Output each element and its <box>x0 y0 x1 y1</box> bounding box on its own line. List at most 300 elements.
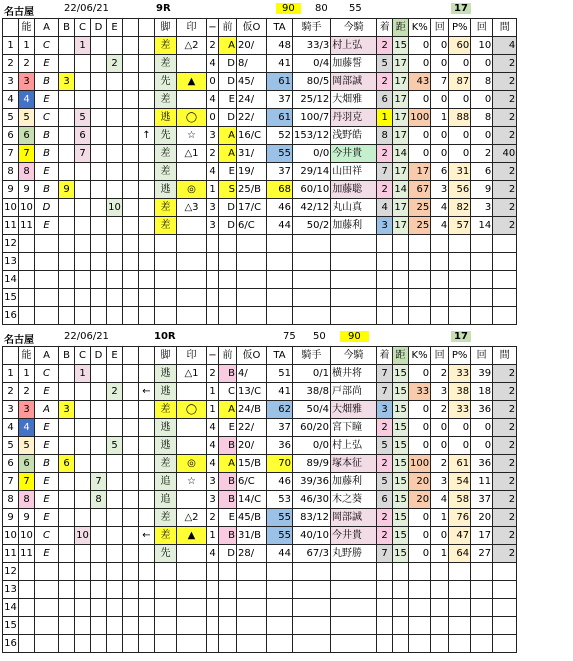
cell-d <box>107 581 123 599</box>
cell-style <box>155 271 177 289</box>
cell-p-pct <box>449 563 471 581</box>
cell-k-pct: 0 <box>409 145 431 163</box>
cell-p-count: 18 <box>471 383 493 401</box>
cell-row: 7 <box>3 145 19 163</box>
cell-arrow <box>139 109 155 127</box>
cell-rank: E <box>35 509 59 527</box>
cell-k-count: 2 <box>431 455 449 473</box>
cell-row: 16 <box>3 635 19 653</box>
cell-finish: 6 <box>377 491 393 509</box>
cell-no <box>19 235 35 253</box>
col-header-finish: 着 <box>377 347 393 365</box>
cell-ta: 48 <box>267 37 293 55</box>
cell-front: D <box>219 73 237 91</box>
cell-ta: 55 <box>267 509 293 527</box>
cell-finish <box>377 289 393 307</box>
cell-no <box>19 581 35 599</box>
cell-jockey: 浅野皓 <box>331 127 377 145</box>
cell-p-count <box>471 289 493 307</box>
cell-k-pct: 0 <box>409 55 431 73</box>
cell-dash <box>207 253 219 271</box>
table-row <box>3 383 517 401</box>
cell-a <box>59 635 75 653</box>
cell-front: B <box>219 527 237 545</box>
cell-mark <box>177 599 207 617</box>
cell-arrow <box>139 307 155 325</box>
col-header-no: 能 <box>19 347 35 365</box>
cell-finish: 7 <box>377 365 393 383</box>
col-header-p-pct: P% <box>449 19 471 37</box>
cell-kari: 22/ <box>237 109 267 127</box>
cell-style <box>155 235 177 253</box>
cell-a: 3 <box>59 73 75 91</box>
cell-dist: 15 <box>393 455 409 473</box>
cell-p-count: 8 <box>471 73 493 91</box>
date: 22/06/21 <box>64 331 109 342</box>
cell-a <box>59 491 75 509</box>
cell-b: 1 <box>75 365 91 383</box>
cell-jockey: 加藤誓 <box>331 55 377 73</box>
cell-dash: 2 <box>207 509 219 527</box>
cell-k-pct: 0 <box>409 127 431 145</box>
cell-kari: 4/ <box>237 365 267 383</box>
cell-dash: 4 <box>207 455 219 473</box>
cell-dash <box>207 635 219 653</box>
cell-finish <box>377 307 393 325</box>
cell-style <box>155 635 177 653</box>
ta-low: 55 <box>349 3 362 14</box>
cell-c <box>91 527 107 545</box>
col-header-kari: 仮O <box>237 19 267 37</box>
cell-b <box>75 509 91 527</box>
cell-ta: 44 <box>267 545 293 563</box>
cell-k-count: 3 <box>431 383 449 401</box>
cell-ta: 37 <box>267 419 293 437</box>
cell-b <box>75 199 91 217</box>
cell-no: 10 <box>19 527 35 545</box>
cell-front: D <box>219 217 237 235</box>
cell-k-count: 0 <box>431 527 449 545</box>
col-header-d: E <box>107 19 123 37</box>
cell-k-pct <box>409 635 431 653</box>
cell-dash: 4 <box>207 55 219 73</box>
cell-finish: 2 <box>377 419 393 437</box>
cell-arrow <box>139 491 155 509</box>
cell-a: 6 <box>59 455 75 473</box>
cell-p-count: 0 <box>471 127 493 145</box>
cell-kari <box>237 599 267 617</box>
cell-rank: B <box>35 127 59 145</box>
cell-b <box>75 55 91 73</box>
cell-arrow <box>139 217 155 235</box>
cell-k-count: 3 <box>431 181 449 199</box>
col-header-p-count: 回 <box>471 347 493 365</box>
cell-p-pct: 64 <box>449 545 471 563</box>
cell-dist: 14 <box>393 145 409 163</box>
col-header-k-count: 回 <box>431 19 449 37</box>
cell-mark: △2 <box>177 509 207 527</box>
cell-a <box>59 235 75 253</box>
cell-front: B <box>219 437 237 455</box>
cell-p-pct <box>449 581 471 599</box>
cell-e <box>123 545 139 563</box>
cell-mark <box>177 617 207 635</box>
cell-rank: E <box>35 491 59 509</box>
cell-d <box>107 491 123 509</box>
cell-k-pct: 0 <box>409 545 431 563</box>
cell-a <box>59 509 75 527</box>
cell-front: D <box>219 55 237 73</box>
cell-c <box>91 617 107 635</box>
cell-dash: 3 <box>207 491 219 509</box>
cell-arrow <box>139 599 155 617</box>
cell-jockey-stat <box>293 599 331 617</box>
cell-front: A <box>219 401 237 419</box>
cell-d <box>107 253 123 271</box>
cell-no: 9 <box>19 509 35 527</box>
col-header-c: D <box>91 347 107 365</box>
col-header-row <box>3 19 19 37</box>
cell-k-count: 2 <box>431 401 449 419</box>
ta-mid: 50 <box>313 331 326 342</box>
cell-interval: 2 <box>493 455 517 473</box>
cell-a: 3 <box>59 401 75 419</box>
col-header-jockey-stat: 騎手 <box>293 19 331 37</box>
cell-d <box>107 163 123 181</box>
cell-rank: C <box>35 109 59 127</box>
cell-e <box>123 199 139 217</box>
cell-c <box>91 545 107 563</box>
cell-row: 1 <box>3 365 19 383</box>
cell-dash <box>207 581 219 599</box>
cell-no: 10 <box>19 199 35 217</box>
cell-arrow <box>139 635 155 653</box>
cell-p-count: 6 <box>471 163 493 181</box>
cell-jockey-stat <box>293 289 331 307</box>
cell-a <box>59 599 75 617</box>
cell-c <box>91 437 107 455</box>
cell-b <box>75 235 91 253</box>
cell-e <box>123 55 139 73</box>
cell-interval: 2 <box>493 437 517 455</box>
cell-c <box>91 127 107 145</box>
cell-finish: 2 <box>377 37 393 55</box>
cell-dash: 2 <box>207 37 219 55</box>
col-header-kari: 仮O <box>237 347 267 365</box>
cell-c <box>91 73 107 91</box>
cell-mark: ☆ <box>177 473 207 491</box>
cell-front <box>219 599 237 617</box>
table-row <box>3 635 517 653</box>
cell-jockey-stat: 29/14 <box>293 163 331 181</box>
cell-ta: 36 <box>267 437 293 455</box>
header-row <box>3 347 517 365</box>
cell-dash <box>207 235 219 253</box>
cell-p-pct: 47 <box>449 527 471 545</box>
cell-d <box>107 37 123 55</box>
cell-b <box>75 473 91 491</box>
cell-p-count: 27 <box>471 545 493 563</box>
cell-jockey <box>331 581 377 599</box>
cell-c <box>91 109 107 127</box>
cell-mark <box>177 163 207 181</box>
cell-k-count: 1 <box>431 509 449 527</box>
cell-k-count: 4 <box>431 217 449 235</box>
cell-front <box>219 307 237 325</box>
cell-front: C <box>219 383 237 401</box>
cell-arrow <box>139 235 155 253</box>
cell-a <box>59 365 75 383</box>
cell-front <box>219 563 237 581</box>
cell-dist: 15 <box>393 37 409 55</box>
cell-e <box>123 217 139 235</box>
table-row <box>3 509 517 527</box>
col-header-ta: TA <box>267 347 293 365</box>
table-row <box>3 437 517 455</box>
cell-front: B <box>219 491 237 509</box>
cell-rank <box>35 635 59 653</box>
cell-kari: 15/B <box>237 455 267 473</box>
cell-mark: ▲ <box>177 527 207 545</box>
cell-jockey: 横井将 <box>331 365 377 383</box>
cell-c <box>91 217 107 235</box>
cell-no <box>19 253 35 271</box>
cell-row: 13 <box>3 581 19 599</box>
cell-e <box>123 253 139 271</box>
cell-arrow <box>139 401 155 419</box>
cell-k-pct <box>409 617 431 635</box>
cell-rank: D <box>35 199 59 217</box>
cell-jockey <box>331 289 377 307</box>
cell-style: 差 <box>155 401 177 419</box>
cell-jockey: 大畑雅 <box>331 91 377 109</box>
cell-arrow <box>139 419 155 437</box>
cell-style: 差 <box>155 199 177 217</box>
cell-arrow: ← <box>139 527 155 545</box>
cell-p-pct: 0 <box>449 437 471 455</box>
cell-p-pct: 61 <box>449 455 471 473</box>
cell-k-count <box>431 289 449 307</box>
cell-kari: 28/ <box>237 545 267 563</box>
cell-row: 6 <box>3 455 19 473</box>
cell-k-pct: 17 <box>409 163 431 181</box>
col-header-b: C <box>75 347 91 365</box>
cell-d <box>107 271 123 289</box>
cell-c <box>91 401 107 419</box>
cell-finish: 7 <box>377 545 393 563</box>
cell-d <box>107 419 123 437</box>
cell-finish: 2 <box>377 527 393 545</box>
cell-e <box>123 37 139 55</box>
cell-ta: 61 <box>267 73 293 91</box>
table-row <box>3 235 517 253</box>
cell-a <box>59 145 75 163</box>
cell-jockey-stat: 50/4 <box>293 401 331 419</box>
cell-k-count <box>431 235 449 253</box>
cell-arrow <box>139 509 155 527</box>
cell-b <box>75 455 91 473</box>
cell-e <box>123 527 139 545</box>
cell-interval <box>493 635 517 653</box>
cell-a <box>59 55 75 73</box>
cell-front <box>219 271 237 289</box>
cell-p-pct <box>449 235 471 253</box>
cell-finish <box>377 253 393 271</box>
cell-front: B <box>219 365 237 383</box>
col-header-e <box>123 347 139 365</box>
cell-row: 12 <box>3 563 19 581</box>
cell-p-pct: 88 <box>449 109 471 127</box>
cell-ta <box>267 271 293 289</box>
cell-k-count: 0 <box>431 145 449 163</box>
table-row <box>3 217 517 235</box>
cell-interval <box>493 253 517 271</box>
cell-finish: 2 <box>377 455 393 473</box>
race-10r-block <box>0 328 573 649</box>
cell-mark: △3 <box>177 199 207 217</box>
cell-ta <box>267 307 293 325</box>
cell-p-pct: 0 <box>449 127 471 145</box>
cell-front: D <box>219 545 237 563</box>
cell-k-pct: 0 <box>409 401 431 419</box>
cell-row: 10 <box>3 199 19 217</box>
cell-rank: E <box>35 55 59 73</box>
cell-finish: 6 <box>377 91 393 109</box>
cell-style: 差 <box>155 509 177 527</box>
cell-front <box>219 235 237 253</box>
cell-jockey: 岡部誠 <box>331 73 377 91</box>
race-10r-header <box>0 328 573 346</box>
cell-dash <box>207 289 219 307</box>
cell-e <box>123 617 139 635</box>
cell-style: 逃 <box>155 383 177 401</box>
cell-ta: 55 <box>267 527 293 545</box>
cell-rank: C <box>35 365 59 383</box>
cell-dist: 15 <box>393 401 409 419</box>
cell-interval <box>493 307 517 325</box>
cell-b: 7 <box>75 145 91 163</box>
cell-row: 4 <box>3 91 19 109</box>
cell-c <box>91 199 107 217</box>
cell-e <box>123 181 139 199</box>
cell-ta: 55 <box>267 145 293 163</box>
cell-b <box>75 217 91 235</box>
cell-no: 11 <box>19 545 35 563</box>
cell-kari <box>237 307 267 325</box>
cell-k-pct: 0 <box>409 91 431 109</box>
col-header-style: 脚 <box>155 19 177 37</box>
col-header-dist: 距 <box>393 347 409 365</box>
cell-rank <box>35 581 59 599</box>
cell-k-count: 1 <box>431 109 449 127</box>
cell-jockey-stat <box>293 271 331 289</box>
cell-k-count <box>431 563 449 581</box>
cell-a <box>59 163 75 181</box>
cell-d <box>107 563 123 581</box>
cell-k-pct: 0 <box>409 37 431 55</box>
cell-dash: 4 <box>207 545 219 563</box>
col-header-a: B <box>59 19 75 37</box>
table-row <box>3 109 517 127</box>
cell-dash: 3 <box>207 127 219 145</box>
cell-a <box>59 527 75 545</box>
cell-d <box>107 455 123 473</box>
cell-a <box>59 199 75 217</box>
cell-interval: 2 <box>493 55 517 73</box>
ta-low: 75 <box>283 331 296 342</box>
cell-style <box>155 563 177 581</box>
cell-dist: 15 <box>393 437 409 455</box>
cell-c <box>91 253 107 271</box>
cell-ta <box>267 635 293 653</box>
cell-jockey: 木之葵 <box>331 491 377 509</box>
cell-jockey-stat: 153/12 <box>293 127 331 145</box>
table-row <box>3 545 517 563</box>
cell-jockey: 宮下瞳 <box>331 419 377 437</box>
cell-dash <box>207 307 219 325</box>
col-header-k-pct: K% <box>409 347 431 365</box>
cell-no: 6 <box>19 127 35 145</box>
cell-rank <box>35 563 59 581</box>
cell-b <box>75 163 91 181</box>
col-header-interval: 間 <box>493 19 517 37</box>
cell-p-count <box>471 235 493 253</box>
cell-row: 2 <box>3 55 19 73</box>
cell-p-count <box>471 271 493 289</box>
cell-a <box>59 563 75 581</box>
cell-dist <box>393 307 409 325</box>
cell-p-pct: 33 <box>449 365 471 383</box>
cell-p-count <box>471 635 493 653</box>
cell-p-count: 11 <box>471 473 493 491</box>
cell-c <box>91 271 107 289</box>
cell-d <box>107 145 123 163</box>
cell-e <box>123 599 139 617</box>
cell-arrow: ↑ <box>139 127 155 145</box>
cell-k-pct: 25 <box>409 217 431 235</box>
cell-arrow <box>139 181 155 199</box>
cell-kari <box>237 253 267 271</box>
col-header-arrow <box>139 19 155 37</box>
cell-row: 5 <box>3 437 19 455</box>
cell-kari: 19/ <box>237 163 267 181</box>
cell-finish <box>377 581 393 599</box>
cell-k-pct <box>409 307 431 325</box>
cell-finish: 5 <box>377 55 393 73</box>
col-header-rank: A <box>35 347 59 365</box>
cell-c <box>91 37 107 55</box>
cell-no: 7 <box>19 145 35 163</box>
cell-k-pct: 100 <box>409 455 431 473</box>
cell-a <box>59 253 75 271</box>
cell-mark <box>177 437 207 455</box>
cell-jockey-stat <box>293 307 331 325</box>
cell-mark <box>177 581 207 599</box>
cell-k-count: 0 <box>431 91 449 109</box>
cell-arrow <box>139 163 155 181</box>
cell-c <box>91 145 107 163</box>
col-header-mark: 印 <box>177 19 207 37</box>
cell-k-pct <box>409 271 431 289</box>
cell-no <box>19 271 35 289</box>
cell-style <box>155 307 177 325</box>
cell-ta <box>267 599 293 617</box>
cell-k-pct: 67 <box>409 181 431 199</box>
cell-dist <box>393 253 409 271</box>
cell-mark <box>177 383 207 401</box>
cell-no: 5 <box>19 109 35 127</box>
cell-mark <box>177 217 207 235</box>
